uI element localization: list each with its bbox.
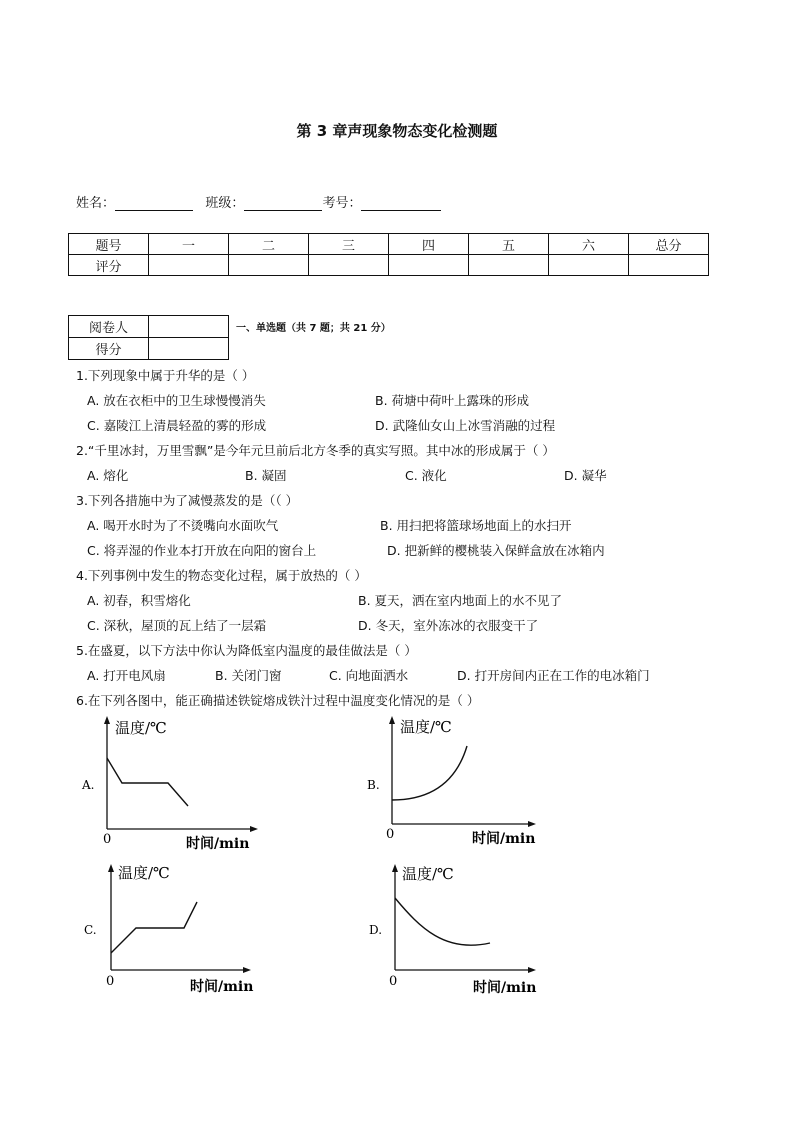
y-axis-arrow [392, 864, 398, 872]
x-axis-label: 时间/min [472, 831, 536, 847]
q3-option-a[interactable]: A. 喝开水时为了不烫嘴向水面吹气 [87, 518, 279, 533]
exam-no-blank[interactable] [361, 196, 441, 211]
graph-d-curve [395, 898, 490, 945]
graph-b-label: B. [367, 778, 380, 792]
graph-a-label: A. [82, 778, 95, 792]
score-header-cell: 六 [549, 234, 629, 255]
q2-option-c[interactable]: C. 液化 [405, 468, 447, 483]
grader-score-cell[interactable] [149, 338, 229, 360]
origin-label: 0 [389, 974, 398, 989]
score-cell[interactable] [309, 255, 389, 276]
y-axis-label: 温度/℃ [402, 865, 454, 883]
section-title: 一、单选题（共 7 题；共 21 分） [236, 323, 391, 334]
score-header-cell: 五 [469, 234, 549, 255]
question-2-stem: 2.“千里冰封，万里雪飘”是今年元旦前后北方冬季的真实写照。其中冰的形成属于（ ） [76, 443, 555, 458]
q2-option-a[interactable]: A. 熔化 [87, 468, 129, 483]
page-title: 第 3 章声现象物态变化检测题 [296, 122, 498, 140]
question-5-stem: 5.在盛夏，以下方法中你认为降低室内温度的最佳做法是（ ） [76, 643, 417, 658]
y-axis-arrow [108, 864, 114, 872]
reader-cell[interactable] [149, 316, 229, 338]
q2-option-d[interactable]: D. 凝华 [564, 468, 607, 483]
q4-option-c[interactable]: C. 深秋，屋顶的瓦上结了一层霜 [87, 618, 267, 633]
y-axis-label: 温度/℃ [118, 864, 170, 882]
score-table-score-row [69, 255, 709, 276]
exam-no-label: 考号： [322, 196, 362, 211]
q4-option-d[interactable]: D. 冬天，室外冻冰的衣服变干了 [358, 618, 539, 633]
graph-b[interactable] [365, 714, 555, 862]
graph-d-label: D. [369, 923, 383, 937]
score-table-header-row [69, 234, 709, 255]
q5-option-c[interactable]: C. 向地面洒水 [329, 668, 409, 683]
origin-label: 0 [106, 974, 115, 989]
x-axis-label: 时间/min [473, 980, 537, 996]
q3-option-d[interactable]: D. 把新鲜的樱桃装入保鲜盒放在冰箱内 [387, 543, 605, 558]
graph-a[interactable] [80, 712, 270, 860]
graph-c-curve [111, 902, 197, 953]
score-cell[interactable] [229, 255, 309, 276]
class-label: 班级： [205, 196, 245, 211]
reader-label: 阅卷人 [69, 316, 149, 338]
q1-option-c[interactable]: C. 嘉陵江上清晨轻盈的雾的形成 [87, 418, 267, 433]
y-axis-arrow [389, 716, 395, 724]
q4-option-a[interactable]: A. 初春，积雪熔化 [87, 593, 191, 608]
score-row-label: 评分 [69, 255, 149, 276]
graph-c-label: C. [84, 923, 97, 937]
score-header-cell: 四 [389, 234, 469, 255]
q3-option-c[interactable]: C. 将弄湿的作业本打开放在向阳的窗台上 [87, 543, 317, 558]
graph-d[interactable] [365, 858, 555, 1006]
score-header-cell: 三 [309, 234, 389, 255]
q4-option-b[interactable]: B. 夏天，洒在室内地面上的水不见了 [358, 593, 563, 608]
score-header-cell: 总分 [629, 234, 709, 255]
score-cell[interactable] [389, 255, 469, 276]
question-1-stem: 1.下列现象中属于升华的是（ ） [76, 368, 255, 383]
x-axis-arrow [528, 821, 536, 827]
q5-option-a[interactable]: A. 打开电风扇 [87, 668, 166, 683]
q5-option-b[interactable]: B. 关闭门窗 [215, 668, 282, 683]
q3-option-b[interactable]: B. 用扫把将篮球场地面上的水扫开 [380, 518, 572, 533]
q2-option-b[interactable]: B. 凝固 [245, 468, 287, 483]
y-axis-label: 温度/℃ [115, 719, 167, 737]
score-header-cell: 题号 [69, 234, 149, 255]
student-info-line [76, 192, 441, 211]
x-axis-label: 时间/min [186, 836, 250, 852]
origin-label: 0 [103, 832, 112, 847]
score-cell[interactable] [469, 255, 549, 276]
origin-label: 0 [386, 827, 395, 842]
score-table [68, 233, 709, 276]
graph-c[interactable] [80, 858, 270, 1006]
score-cell[interactable] [629, 255, 709, 276]
question-3-stem: 3.下列各措施中为了减慢蒸发的是（（ ） [76, 493, 299, 508]
score-cell[interactable] [149, 255, 229, 276]
score-cell[interactable] [549, 255, 629, 276]
graph-b-curve [392, 746, 467, 800]
grader-table [68, 315, 229, 360]
q1-option-a[interactable]: A. 放在衣柜中的卫生球慢慢消失 [87, 393, 266, 408]
score-header-cell: 一 [149, 234, 229, 255]
x-axis-arrow [243, 967, 251, 973]
grader-score-label: 得分 [69, 338, 149, 360]
q1-option-d[interactable]: D. 武隆仙女山上冰雪消融的过程 [375, 418, 556, 433]
question-4-stem: 4.下列事例中发生的物态变化过程，属于放热的（ ） [76, 568, 367, 583]
graph-a-curve [107, 758, 188, 806]
x-axis-arrow [250, 826, 258, 832]
x-axis-label: 时间/min [190, 979, 254, 995]
y-axis-arrow [104, 716, 110, 724]
x-axis-arrow [528, 967, 536, 973]
score-header-cell: 二 [229, 234, 309, 255]
question-6-stem: 6.在下列各图中，能正确描述铁锭熔成铁汁过程中温度变化情况的是（ ） [76, 693, 480, 708]
q1-option-b[interactable]: B. 荷塘中荷叶上露珠的形成 [375, 393, 530, 408]
name-blank[interactable] [115, 196, 193, 211]
class-blank[interactable] [244, 196, 322, 211]
y-axis-label: 温度/℃ [400, 718, 452, 736]
name-label: 姓名： [76, 196, 116, 211]
q5-option-d[interactable]: D. 打开房间内正在工作的电冰箱门 [457, 668, 650, 683]
